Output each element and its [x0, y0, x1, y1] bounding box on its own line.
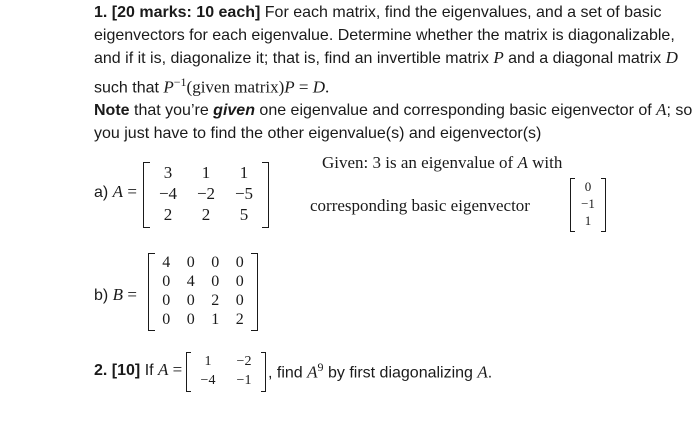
question-2-text-3: by first diagonalizing [323, 364, 478, 382]
eq-equals: = [294, 76, 313, 96]
given-var-A: A [517, 153, 528, 172]
matrix-q2-cell: −1 [236, 373, 252, 388]
question-2-equals: = [168, 360, 183, 379]
matrix-B-cell: 0 [162, 273, 171, 290]
matrix-B-cell: 0 [162, 292, 171, 309]
question-1-marks: [20 marks: 10 each] [111, 4, 261, 21]
part-a-letter: a) [94, 184, 113, 201]
matrix-B-cell: 2 [235, 311, 244, 328]
matrix-B-cell: 4 [186, 273, 195, 290]
question-2-var-end: A [477, 362, 488, 382]
matrix-B-cell: 0 [211, 254, 220, 271]
question-1-body-3: such that [94, 78, 164, 96]
var-D: D [665, 48, 678, 67]
question-1-text [94, 2, 694, 145]
part-a-var: A [112, 182, 124, 201]
matrix-A-cell: −2 [196, 184, 216, 203]
part-b-equals: = [123, 285, 137, 304]
question-2-exponent: 9 [317, 360, 324, 374]
matrix-A [143, 162, 269, 228]
matrix-A-cell: 5 [239, 205, 249, 224]
question-2-A9: A [307, 362, 318, 382]
question-2-end: . [487, 364, 493, 382]
part-b-var: B [112, 285, 124, 304]
matrix-B-cell: 0 [235, 292, 244, 309]
matrix-A-cell: 1 [239, 163, 249, 182]
question-2-suffix [268, 360, 492, 382]
matrix-B-cell: 0 [235, 254, 244, 271]
matrix-A-cell: −4 [158, 184, 178, 203]
eq-D: D [312, 76, 326, 96]
matrix-B-cell: 4 [162, 254, 171, 271]
question-2-prefix [94, 360, 182, 380]
matrix-A-cell: 1 [201, 163, 211, 182]
matrix-B-cell: 0 [186, 311, 195, 328]
note-text-3: ; so you just have to find the other eigenvalue(s) and eigenvector(s) [94, 102, 693, 142]
matrix-A-right-bracket [262, 162, 269, 228]
matrix-A-cell: 2 [163, 205, 173, 224]
vector-cell: 1 [584, 213, 592, 228]
eq-end: . [325, 76, 330, 96]
eq-P: P [163, 76, 174, 96]
note-text-2: one eigenvalue and corresponding basic eigenvector of [254, 102, 657, 120]
given-text-2: with [527, 153, 563, 172]
note-given: given [213, 102, 255, 120]
given-line-1 [322, 153, 562, 173]
note-label: Note [94, 102, 130, 120]
vector-cell: 0 [584, 179, 592, 194]
question-1-number: 1. [94, 4, 108, 21]
question-2-text-1: If [140, 362, 159, 379]
eq-P2: P [284, 76, 295, 96]
note-text-1: that you’re [129, 102, 214, 120]
part-b-label [94, 285, 137, 305]
matrix-A-cell: 3 [163, 163, 173, 182]
matrix-q2-cell: 1 [204, 354, 212, 369]
matrix-B-cell: 0 [186, 292, 195, 309]
matrix-B [148, 253, 258, 331]
matrix-A-cell: 2 [201, 205, 211, 224]
question-2-marks: [10] [111, 362, 141, 379]
vector-cell: −1 [581, 196, 595, 211]
question-2-var: A [158, 360, 169, 379]
question-1-body: For each matrix, find the eigenvalues, and a set of basic eigenvectors for each eigenvalue. Determine whether the matrix is diagonalizable, and if it is, diagonalize it; that is, find an invertible matrix [94, 4, 675, 67]
part-a-label [94, 182, 137, 202]
matrix-B-cell: 0 [235, 273, 244, 290]
given-eigenvector [570, 178, 606, 232]
given-text-1: Given: 3 is an eigenvalue of [322, 153, 518, 172]
part-b-letter: b) [94, 287, 113, 304]
part-a-equals: = [123, 182, 137, 201]
note-var-A: A [656, 100, 667, 120]
given-line-2: corresponding basic eigenvector [310, 196, 530, 215]
eq-exponent: −1 [173, 74, 187, 89]
matrix-q2-cell: −2 [236, 354, 252, 369]
matrix-B-cell: 0 [186, 254, 195, 271]
matrix-q2-cell: −4 [200, 373, 216, 388]
matrix-B-cell: 0 [162, 311, 171, 328]
matrix-B-cell: 0 [211, 273, 220, 290]
eq-given-matrix: (given matrix) [186, 76, 285, 96]
matrix-B-cell: 2 [211, 292, 220, 309]
matrix-q2 [186, 352, 266, 392]
question-2-number: 2. [94, 362, 108, 379]
question-1-body-2: and a diagonal matrix [503, 50, 666, 67]
matrix-B-cell: 1 [211, 311, 220, 328]
matrix-B-right-bracket [251, 253, 258, 331]
matrix-A-cell: −5 [234, 184, 254, 203]
question-2-text-2: , find [268, 364, 308, 382]
var-P: P [493, 48, 504, 67]
